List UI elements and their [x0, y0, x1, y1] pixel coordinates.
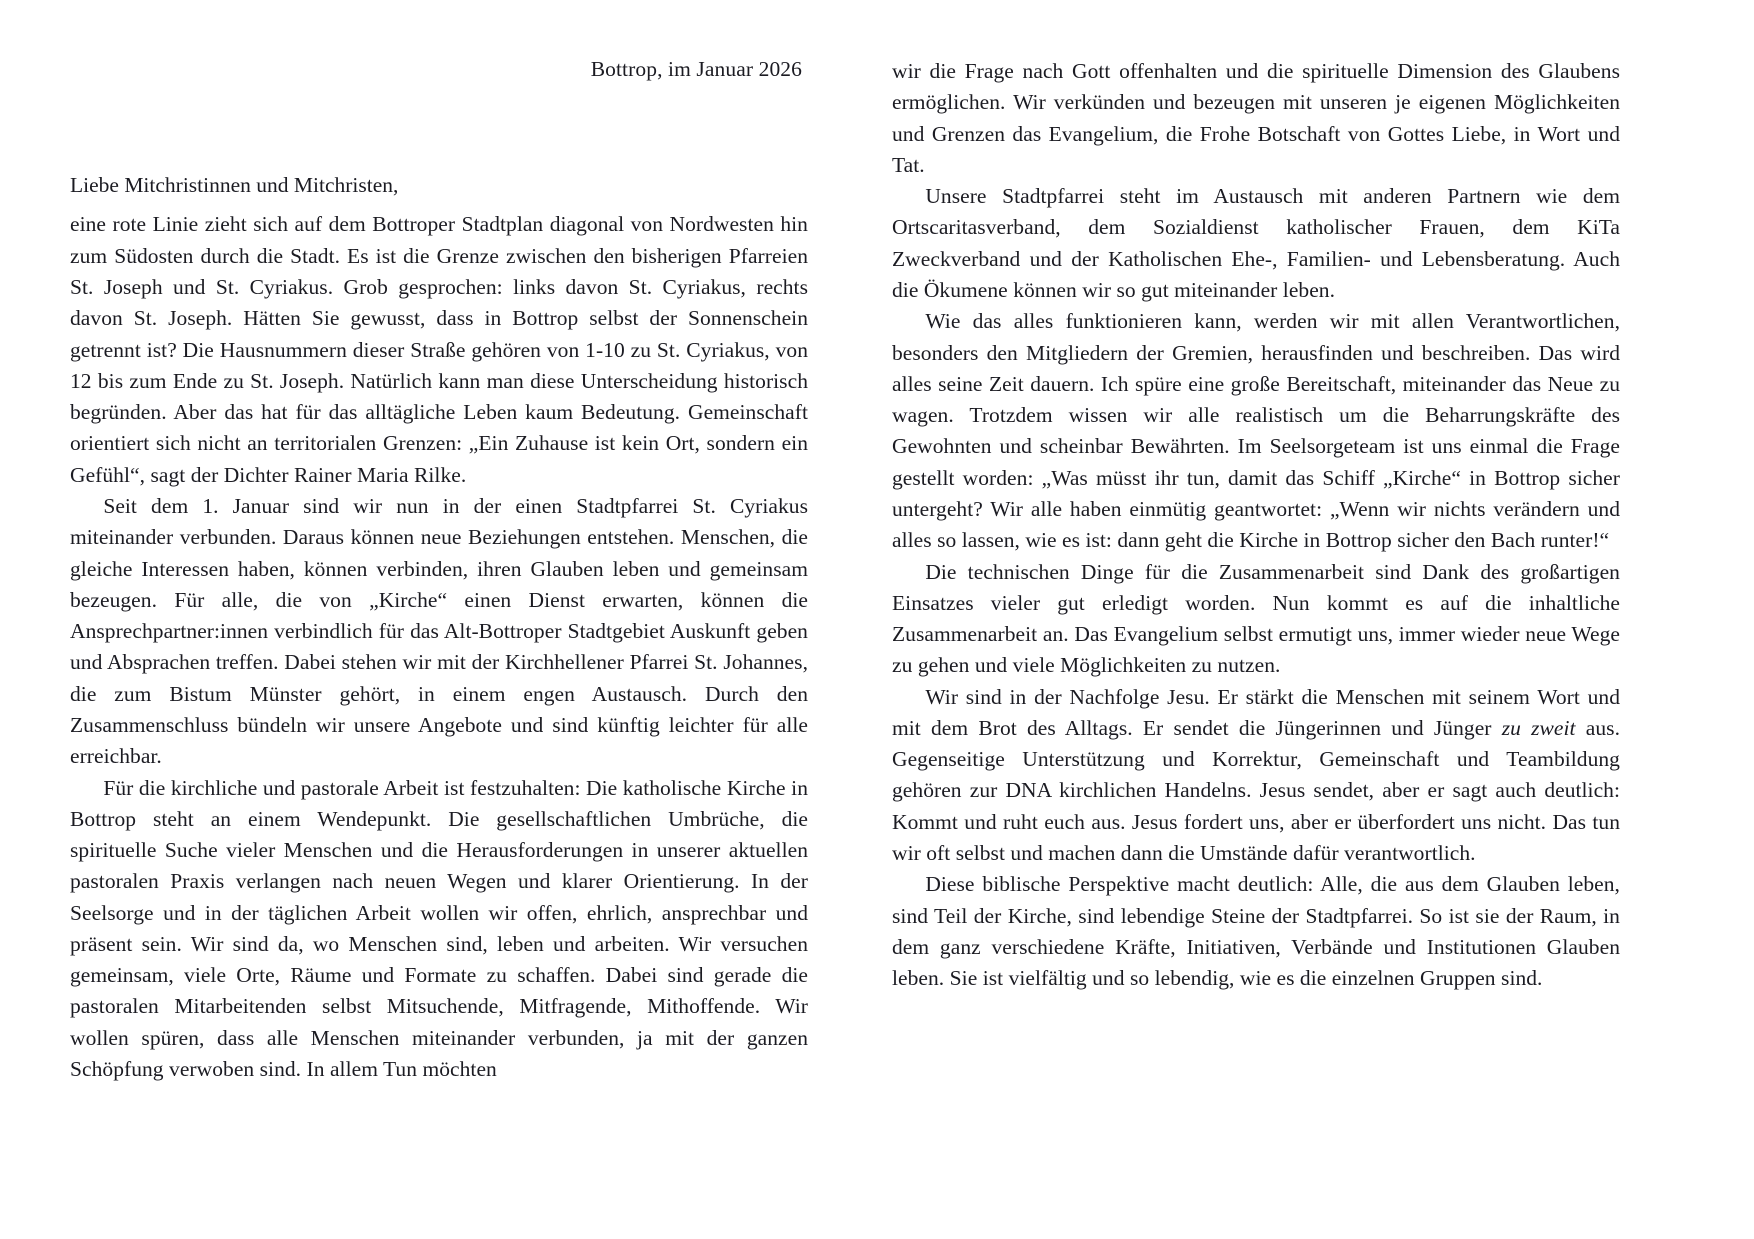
- paragraph: Wie das alles funktionieren kann, werden wir mit allen Verantwortlichen, besonders den Mitgliedern der Gremien, herausfinden und beschreiben. Das wird alles seine Zeit dauern. Ich spüre eine große Bereitschaft, miteinander das Neue zu wagen. Trotzdem wissen wir alle realistisch um die Beharrungskräfte des Gewohnten und scheinbar Bewährten. Im Seelsorgeteam ist uns einmal die Frage gestellt worden: „Was müsst ihr tun, damit das Schiff „Kirche“ in Bottrop sicher untergeht? Wir alle haben einmütig geantwortet: „Wenn wir nichts verändern und alles so lassen, wie es ist: dann geht die Kirche in Bottrop sicher den Bach runter!“: [892, 309, 1620, 553]
- paragraph: wir die Frage nach Gott offenhalten und die spirituelle Dimension des Glaubens ermöglichen. Wir verkünden und bezeugen mit unseren je eigenen Möglichkeiten und Grenzen das Evangelium, die Frohe Botschaft von Gottes Liebe, in Wort und Tat.: [892, 59, 1620, 177]
- paragraph-with-italic: [892, 682, 1620, 870]
- paragraph-part-one: Wir sind in der Nachfolge Jesu. Er stärkt die Menschen mit seinem Wort und mit dem Brot des Alltags. Er sendet die Jüngerinnen und Jünger: [892, 684, 1620, 740]
- paragraph: Diese biblische Perspektive macht deutlich: Alle, die aus dem Glauben leben, sind Teil der Kirche, sind lebendige Steine der Stadtpfarrei. So ist sie der Raum, in dem ganz verschiedene Kräfte, Initiativen, Verbände und Institutionen Glauben leben. Sie ist vielfältig und so lebendig, wie es die einzelnen Gruppen sind.: [892, 872, 1620, 991]
- paragraph: eine rote Linie zieht sich auf dem Bottroper Stadtplan diagonal von Nordwesten hin zum Südosten durch die Stadt. Es ist die Grenze zwischen den bisherigen Pfarreien St. Joseph und St. Cyriakus. Grob gesprochen: links davon St. Cyriakus, rechts davon St. Joseph. Hätten Sie gewusst, dass in Bottrop selbst der Sonnenschein getrennt ist? Die Hausnummern dieser Straße gehören von 1-10 zu St. Cyriakus, von 12 bis zum Ende zu St. Joseph. Natürlich kann man diese Unterscheidung historisch begründen. Aber das hat für das alltägliche Leben kaum Bedeutung. Gemeinschaft orientiert sich nicht an territorialen Grenzen: „Ein Zuhause ist kein Ort, sondern ein Gefühl“, sagt der Dichter Rainer Maria Rilke.: [70, 212, 808, 487]
- paragraph-part-two: aus. Gegenseitige Unterstützung und Korrektur, Gemeinschaft und Teambildung gehören zur DNA kirchlichen Handelns. Jesus sendet, aber er sagt auch deutlich: Kommt und ruht euch aus. Jesus fordert uns, aber er überfordert uns nicht. Das tun wir oft selbst und machen dann die Umstände dafür verantwortlich.: [892, 715, 1620, 866]
- left-column: [70, 56, 830, 1199]
- paragraph: Für die kirchliche und pastorale Arbeit ist festzuhalten: Die katholische Kirche in Bottrop steht an einem Wendepunkt. Die gesellschaftlichen Umbrüche, die spirituelle Suche vieler Menschen und die Herausforderungen in unserer aktuellen pastoralen Praxis verlangen nach neuen Wegen und klarer Orientierung. In der Seelsorge und in der täglichen Arbeit wollen wir offen, ehrlich, ansprechbar und präsent sein. Wir sind da, wo Menschen sind, leben und arbeiten. Wir versuchen gemeinsam, viele Orte, Räume und Formate zu schaffen. Dabei sind gerade die pastoralen Mitarbeitenden selbst Mitsuchende, Mitfragende, Mithoffende. Wir wollen spüren, dass alle Menschen miteinander verbunden, ja mit der ganzen Schöpfung verwoben sind. In allem Tun möchten: [70, 775, 808, 1082]
- salutation: Liebe Mitchristinnen und Mitchristen,: [70, 172, 399, 197]
- italic-phrase: zu zweit: [1501, 715, 1576, 740]
- dateline: Bottrop, im Januar 2026: [590, 57, 802, 81]
- paragraph: Die technischen Dinge für die Zusammenarbeit sind Dank des großartigen Einsatzes vieler gut erledigt worden. Nun kommt es auf die inhaltliche Zusammenarbeit an. Das Evangelium selbst ermutigt uns, immer wieder neue Wege zu gehen und viele Möglichkeiten zu nutzen.: [892, 559, 1620, 678]
- two-column-layout: [70, 56, 1684, 1199]
- right-column: [830, 56, 1620, 1199]
- paragraph: Unsere Stadtpfarrei steht im Austausch mit anderen Partnern wie dem Ortscaritasverband, dem Sozialdienst katholischer Frauen, dem KiTa Zweckverband und der Katholischen Ehe-, Familien- und Lebensberatung. Auch die Ökumene können wir so gut miteinander leben.: [892, 184, 1620, 302]
- paragraph: Seit dem 1. Januar sind wir nun in der einen Stadtpfarrei St. Cyriakus miteinander verbunden. Daraus können neue Beziehungen entstehen. Menschen, die gleiche Interessen haben, können verbinden, ihren Glauben leben und gemeinsam bezeugen. Für alle, die von „Kirche“ einen Dienst erwarten, können die Ansprechpartner:innen verbindlich für das Alt-Bottroper Stadtgebiet Auskunft geben und Absprachen treffen. Dabei stehen wir mit der Kirchhellener Pfarrei St. Johannes, die zum Bistum Münster gehört, in einem engen Austausch. Durch den Zusammenschluss bündeln wir unsere Angebote und sind künftig leichter für alle erreichbar.: [70, 493, 808, 769]
